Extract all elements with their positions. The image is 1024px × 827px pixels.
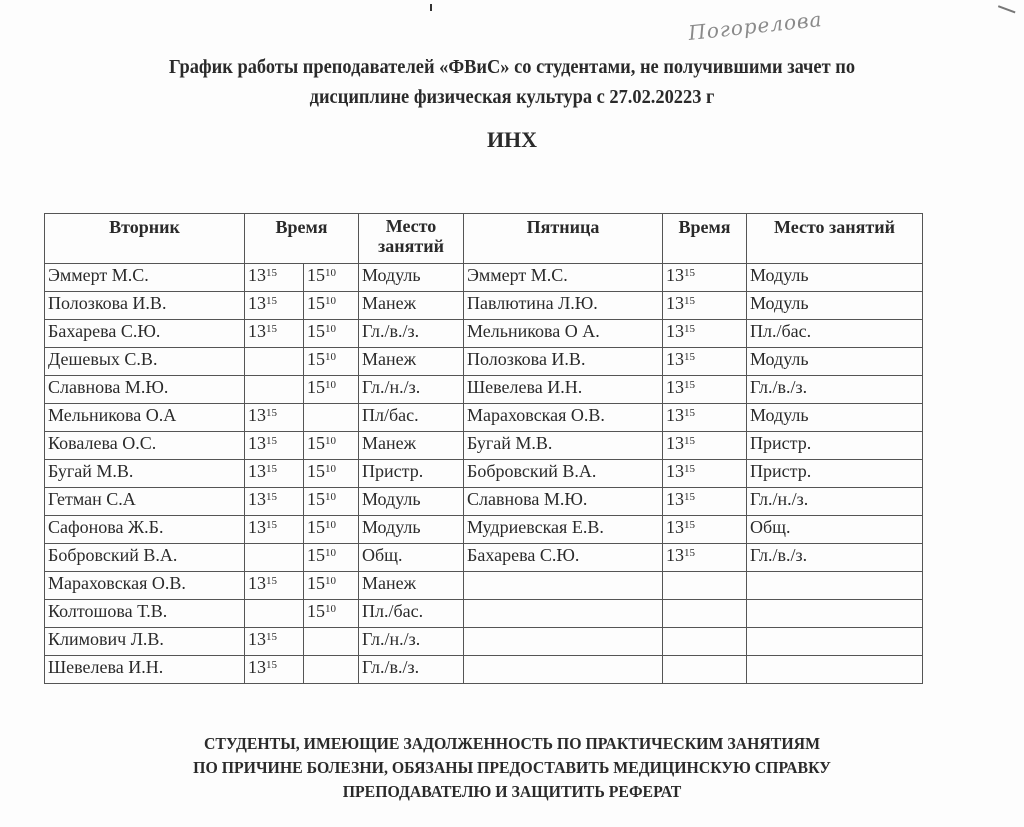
header-tuesday: Вторник xyxy=(45,214,245,264)
friday-time-minutes: 15 xyxy=(684,547,695,559)
tuesday-teacher: Сафонова Ж.Б. xyxy=(45,516,245,544)
table-row xyxy=(45,460,923,488)
friday-time xyxy=(663,460,747,488)
header-place: Место занятий xyxy=(359,214,464,264)
friday-time xyxy=(663,544,747,572)
tuesday-time-1-minutes: 15 xyxy=(266,407,277,419)
tuesday-time-1-hour: 13 xyxy=(248,461,266,481)
tuesday-time-2-minutes: 10 xyxy=(325,435,336,447)
friday-place xyxy=(747,628,923,656)
tuesday-time-2-minutes: 10 xyxy=(325,603,336,615)
tuesday-teacher: Дешевых С.В. xyxy=(45,348,245,376)
handwritten-signature: Погорелова xyxy=(687,7,824,45)
friday-place: Пристр. xyxy=(747,432,923,460)
tuesday-time-1 xyxy=(245,320,304,348)
tuesday-time-2-hour: 15 xyxy=(307,349,325,369)
friday-time-minutes: 15 xyxy=(684,407,695,419)
friday-place: Модуль xyxy=(747,348,923,376)
friday-time xyxy=(663,628,747,656)
tuesday-time-2-hour: 15 xyxy=(307,489,325,509)
tuesday-time-2-hour: 15 xyxy=(307,573,325,593)
tuesday-time-1-hour: 13 xyxy=(248,629,266,649)
friday-time xyxy=(663,320,747,348)
tuesday-time-1-minutes: 15 xyxy=(266,491,277,503)
tuesday-teacher: Славнова М.Ю. xyxy=(45,376,245,404)
tuesday-time-2-minutes: 10 xyxy=(325,519,336,531)
tuesday-teacher: Бахарева С.Ю. xyxy=(45,320,245,348)
friday-time-minutes: 15 xyxy=(684,463,695,475)
friday-place xyxy=(747,656,923,684)
tuesday-time-2 xyxy=(304,292,359,320)
friday-teacher xyxy=(464,572,663,600)
tuesday-place: Пл./бас. xyxy=(359,600,464,628)
friday-time-minutes: 15 xyxy=(684,435,695,447)
friday-teacher: Мудриевская Е.В. xyxy=(464,516,663,544)
tuesday-time-1 xyxy=(245,432,304,460)
friday-teacher: Бобровский В.А. xyxy=(464,460,663,488)
tuesday-teacher: Эммерт М.С. xyxy=(45,264,245,292)
tuesday-time-2 xyxy=(304,376,359,404)
tuesday-time-2 xyxy=(304,488,359,516)
tuesday-teacher: Мельникова О.А xyxy=(45,404,245,432)
table-row xyxy=(45,348,923,376)
tuesday-time-2 xyxy=(304,460,359,488)
tuesday-time-1-hour: 13 xyxy=(248,489,266,509)
tuesday-time-1-hour: 13 xyxy=(248,405,266,425)
tuesday-time-2 xyxy=(304,628,359,656)
friday-time xyxy=(663,656,747,684)
header-friday: Пятница xyxy=(464,214,663,264)
tuesday-time-1 xyxy=(245,292,304,320)
tuesday-time-2-minutes: 10 xyxy=(325,575,336,587)
tuesday-place: Общ. xyxy=(359,544,464,572)
friday-time-hour: 13 xyxy=(666,377,684,397)
tuesday-teacher: Мараховская О.В. xyxy=(45,572,245,600)
tuesday-teacher: Ковалева О.С. xyxy=(45,432,245,460)
tuesday-place: Модуль xyxy=(359,488,464,516)
title-line-2: дисциплине физическая культура с 27.02.20223 г xyxy=(309,86,715,108)
tuesday-place: Гл./н./з. xyxy=(359,376,464,404)
tuesday-time-2-minutes: 10 xyxy=(325,491,336,503)
tuesday-place: Пл/бас. xyxy=(359,404,464,432)
tuesday-time-1-minutes: 15 xyxy=(266,519,277,531)
friday-time-hour: 13 xyxy=(666,265,684,285)
friday-place: Модуль xyxy=(747,264,923,292)
footer-line-1: СТУДЕНТЫ, ИМЕЮЩИЕ ЗАДОЛЖЕННОСТЬ ПО ПРАКТИЧЕСКИМ ЗАНЯТИЯМ xyxy=(203,734,821,753)
friday-time xyxy=(663,516,747,544)
header-place-friday: Место занятий xyxy=(747,214,923,264)
tuesday-time-2-hour: 15 xyxy=(307,265,325,285)
document-title xyxy=(41,52,983,112)
tuesday-time-1-minutes: 15 xyxy=(266,631,277,643)
tuesday-time-2 xyxy=(304,320,359,348)
friday-place: Модуль xyxy=(747,292,923,320)
tuesday-time-2-minutes: 10 xyxy=(325,295,336,307)
friday-time-minutes: 15 xyxy=(684,351,695,363)
tuesday-time-1-hour: 13 xyxy=(248,517,266,537)
tuesday-time-2-hour: 15 xyxy=(307,377,325,397)
friday-teacher: Эммерт М.С. xyxy=(464,264,663,292)
table-row xyxy=(45,432,923,460)
friday-teacher xyxy=(464,600,663,628)
tuesday-time-1 xyxy=(245,544,304,572)
tuesday-time-1-hour: 13 xyxy=(248,433,266,453)
friday-time-minutes: 15 xyxy=(684,491,695,503)
friday-time-hour: 13 xyxy=(666,517,684,537)
header-time-friday: Время xyxy=(663,214,747,264)
friday-time xyxy=(663,404,747,432)
friday-teacher: Славнова М.Ю. xyxy=(464,488,663,516)
table-row xyxy=(45,292,923,320)
friday-time-minutes: 15 xyxy=(684,519,695,531)
table-row xyxy=(45,404,923,432)
friday-teacher: Шевелева И.Н. xyxy=(464,376,663,404)
tuesday-time-1-hour: 13 xyxy=(248,573,266,593)
scan-mark xyxy=(430,4,432,11)
friday-teacher: Мельникова О А. xyxy=(464,320,663,348)
tuesday-time-1-minutes: 15 xyxy=(266,435,277,447)
group-name: ИНХ xyxy=(486,127,538,152)
friday-place: Пристр. xyxy=(747,460,923,488)
friday-time xyxy=(663,572,747,600)
tuesday-time-1 xyxy=(245,348,304,376)
tuesday-time-2 xyxy=(304,544,359,572)
tuesday-time-1 xyxy=(245,600,304,628)
tuesday-time-2-hour: 15 xyxy=(307,545,325,565)
tuesday-time-2-hour: 15 xyxy=(307,321,325,341)
footer-notice xyxy=(36,732,988,804)
tuesday-time-2 xyxy=(304,600,359,628)
title-line-1: График работы преподавателей «ФВиС» со студентами, не получившими зачет по xyxy=(168,56,856,78)
table-row xyxy=(45,600,923,628)
tuesday-time-2-minutes: 10 xyxy=(325,351,336,363)
tuesday-time-1-minutes: 15 xyxy=(266,463,277,475)
table-row xyxy=(45,488,923,516)
friday-place: Общ. xyxy=(747,516,923,544)
friday-time-hour: 13 xyxy=(666,545,684,565)
footer-line-2: ПО ПРИЧИНЕ БОЛЕЗНИ, ОБЯЗАНЫ ПРЕДОСТАВИТЬ МЕДИЦИНСКУЮ СПРАВКУ xyxy=(193,758,831,777)
schedule-table xyxy=(44,213,923,684)
tuesday-teacher: Климович Л.В. xyxy=(45,628,245,656)
tuesday-time-2 xyxy=(304,656,359,684)
tuesday-place: Пристр. xyxy=(359,460,464,488)
friday-time xyxy=(663,600,747,628)
friday-time-hour: 13 xyxy=(666,433,684,453)
tuesday-time-1 xyxy=(245,628,304,656)
tuesday-time-2-hour: 15 xyxy=(307,517,325,537)
tuesday-time-1-hour: 13 xyxy=(248,657,266,677)
tuesday-time-2 xyxy=(304,516,359,544)
friday-place xyxy=(747,600,923,628)
tuesday-teacher: Бобровский В.А. xyxy=(45,544,245,572)
tuesday-time-1 xyxy=(245,376,304,404)
friday-time-minutes: 15 xyxy=(684,267,695,279)
friday-place xyxy=(747,572,923,600)
tuesday-time-2-hour: 15 xyxy=(307,601,325,621)
friday-time xyxy=(663,488,747,516)
table-row xyxy=(45,516,923,544)
tuesday-time-2 xyxy=(304,432,359,460)
tuesday-time-2-minutes: 10 xyxy=(325,463,336,475)
friday-time-hour: 13 xyxy=(666,489,684,509)
friday-time-minutes: 15 xyxy=(684,323,695,335)
tuesday-time-2-hour: 15 xyxy=(307,293,325,313)
tuesday-time-1-hour: 13 xyxy=(248,293,266,313)
friday-time xyxy=(663,264,747,292)
table-row xyxy=(45,376,923,404)
tuesday-time-1-minutes: 15 xyxy=(266,295,277,307)
table-header-row xyxy=(45,214,923,264)
tuesday-time-1-hour: 13 xyxy=(248,265,266,285)
tuesday-time-2-hour: 15 xyxy=(307,461,325,481)
friday-teacher xyxy=(464,628,663,656)
tuesday-time-1 xyxy=(245,264,304,292)
friday-teacher: Полозкова И.В. xyxy=(464,348,663,376)
friday-time xyxy=(663,432,747,460)
tuesday-time-2 xyxy=(304,264,359,292)
table-row xyxy=(45,544,923,572)
tuesday-time-1-minutes: 15 xyxy=(266,267,277,279)
friday-teacher: Мараховская О.В. xyxy=(464,404,663,432)
friday-time-hour: 13 xyxy=(666,293,684,313)
friday-time-hour: 13 xyxy=(666,405,684,425)
friday-place: Гл./н./з. xyxy=(747,488,923,516)
friday-time-hour: 13 xyxy=(666,349,684,369)
friday-place: Модуль xyxy=(747,404,923,432)
tuesday-time-1 xyxy=(245,516,304,544)
friday-teacher: Бахарева С.Ю. xyxy=(464,544,663,572)
tuesday-teacher: Бугай М.В. xyxy=(45,460,245,488)
table-row xyxy=(45,264,923,292)
friday-time-minutes: 15 xyxy=(684,295,695,307)
tuesday-place: Гл./н./з. xyxy=(359,628,464,656)
friday-teacher: Павлютина Л.Ю. xyxy=(464,292,663,320)
friday-time-minutes: 15 xyxy=(684,379,695,391)
friday-place: Пл./бас. xyxy=(747,320,923,348)
tuesday-time-1 xyxy=(245,656,304,684)
friday-teacher: Бугай М.В. xyxy=(464,432,663,460)
tuesday-time-2-minutes: 10 xyxy=(325,379,336,391)
tuesday-time-1 xyxy=(245,460,304,488)
tuesday-time-1-hour: 13 xyxy=(248,321,266,341)
tuesday-time-1 xyxy=(245,404,304,432)
tuesday-place: Манеж xyxy=(359,348,464,376)
friday-time-hour: 13 xyxy=(666,461,684,481)
table-row xyxy=(45,320,923,348)
table-row xyxy=(45,572,923,600)
tuesday-teacher: Полозкова И.В. xyxy=(45,292,245,320)
tuesday-place: Манеж xyxy=(359,432,464,460)
tuesday-place: Манеж xyxy=(359,292,464,320)
friday-place: Гл./в./з. xyxy=(747,544,923,572)
friday-place: Гл./в./з. xyxy=(747,376,923,404)
tuesday-place: Гл./в./з. xyxy=(359,656,464,684)
friday-time xyxy=(663,376,747,404)
tuesday-place: Гл./в./з. xyxy=(359,320,464,348)
tuesday-place: Манеж xyxy=(359,572,464,600)
friday-teacher xyxy=(464,656,663,684)
footer-line-3: ПРЕПОДАВАТЕЛЮ И ЗАЩИТИТЬ РЕФЕРАТ xyxy=(342,782,682,801)
tuesday-time-2 xyxy=(304,572,359,600)
tuesday-teacher: Гетман С.А xyxy=(45,488,245,516)
tuesday-time-1 xyxy=(245,488,304,516)
friday-time-hour: 13 xyxy=(666,321,684,341)
friday-time xyxy=(663,348,747,376)
tuesday-time-1-minutes: 15 xyxy=(266,659,277,671)
friday-time xyxy=(663,292,747,320)
table-row xyxy=(45,656,923,684)
tuesday-time-1-minutes: 15 xyxy=(266,323,277,335)
header-time: Время xyxy=(245,214,359,264)
tuesday-time-1-minutes: 15 xyxy=(266,575,277,587)
tuesday-time-2 xyxy=(304,348,359,376)
tuesday-place: Модуль xyxy=(359,264,464,292)
tuesday-time-2-minutes: 10 xyxy=(325,267,336,279)
tuesday-time-2 xyxy=(304,404,359,432)
tuesday-teacher: Шевелева И.Н. xyxy=(45,656,245,684)
tuesday-time-2-hour: 15 xyxy=(307,433,325,453)
tuesday-teacher: Колтошова Т.В. xyxy=(45,600,245,628)
table-row xyxy=(45,628,923,656)
page-edge-fold xyxy=(994,5,1015,22)
tuesday-time-1 xyxy=(245,572,304,600)
tuesday-time-2-minutes: 10 xyxy=(325,547,336,559)
tuesday-time-2-minutes: 10 xyxy=(325,323,336,335)
tuesday-place: Модуль xyxy=(359,516,464,544)
